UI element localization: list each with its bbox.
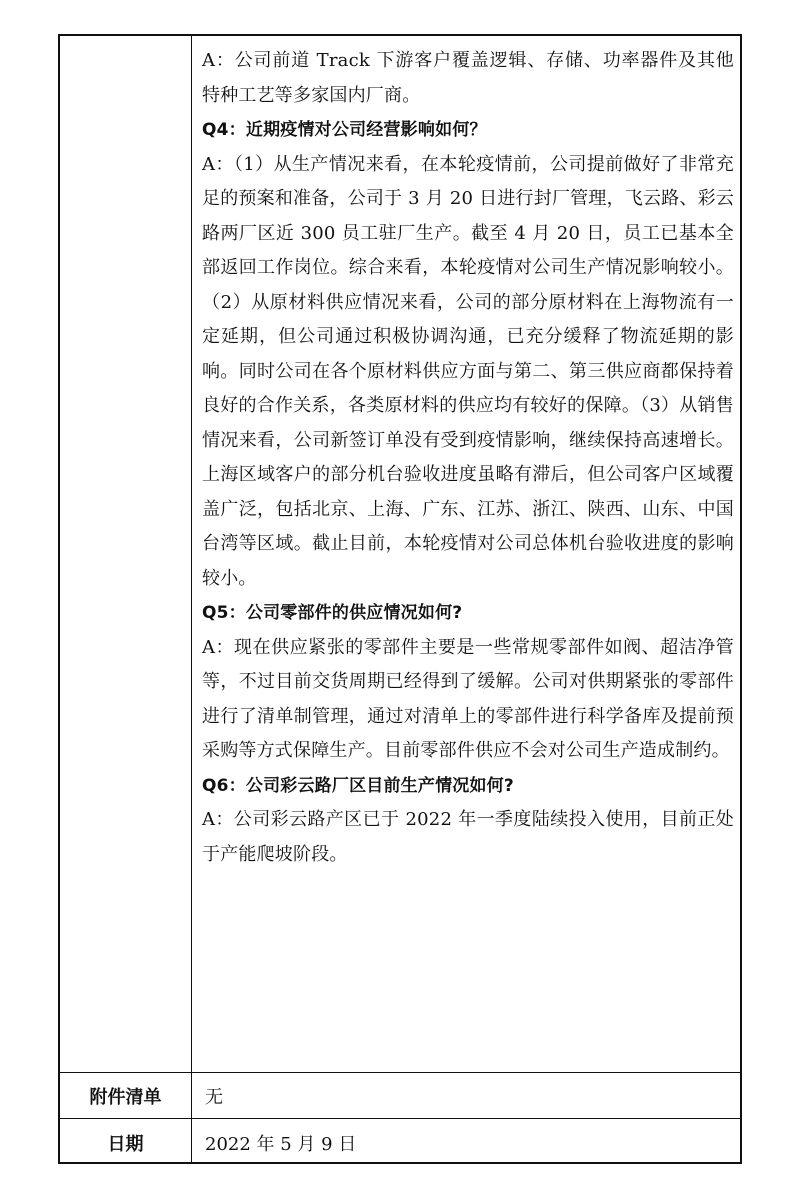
attachments-value: 无 [205,1087,223,1108]
attachments-label: 附件清单 [89,1087,162,1108]
row-divider-date [60,1118,740,1119]
answer-track-customers: A：公司前道 Track 下游客户覆盖逻辑、存储、功率器件及其他特种工艺等多家国内厂商。 [202,50,734,106]
record-table [58,34,742,1164]
question-q5: Q5：公司零部件的供应情况如何? [202,603,463,623]
qa-content-cell [202,44,734,872]
question-q6: Q6：公司彩云路厂区目前生产情况如何? [202,775,514,796]
answer-q4: A：（1）从生产情况来看，在本轮疫情前，公司提前做好了非常充足的预案和准备，公司于 3 月 20 日进行封厂管理，飞云路、彩云路两厂区近 300 员工驻厂生产。截至 4 月 20 日，员工已基本全部返回工作岗位。综合来看，本轮疫情对公司生产情况影响较小。 （2）从原材料供应情况来看，公司的部分原材料在上海物流有一定延期，但公司通过积极协调沟通，已充分缓释了物流延期的影响。同时公司在各个原材料供应方面与第二、第三供应商都保持着良好的合作关系，各类原材料的供应均有较好的保障。（3）从销售情况来看，公司新签订单没有受到疫情影响，继续保持高速增长。上海区域客户的部分机台验收进度虽略有滞后，但公司客户区域覆盖广泛，包括北京、上海、广东、江苏、浙江、陕西、山东、中国台湾等区域。截止目前，本轮疫情对公司总体机台验收进度的影响较小。 [202,153,734,589]
date-label: 日期 [107,1134,144,1155]
row-divider-attachments [60,1072,740,1073]
date-value: 2022 年 5 月 9 日 [205,1134,357,1155]
answer-q5: A：现在供应紧张的零部件主要是一些常规零部件如阀、超洁净管等，不过目前交货周期已经得到了缓解。公司对供期紧张的零部件进行了清单制管理，通过对清单上的零部件进行科学备库及提前预采购等方式保障生产。目前零部件供应不会对公司生产造成制约。 [202,636,734,761]
question-q4: Q4：近期疫情对公司经营影响如何？ [202,120,487,140]
answer-q6: A：公司彩云路产区已于 2022 年一季度陆续投入使用，目前正处于产能爬坡阶段。 [202,809,734,865]
column-divider [191,36,192,1162]
